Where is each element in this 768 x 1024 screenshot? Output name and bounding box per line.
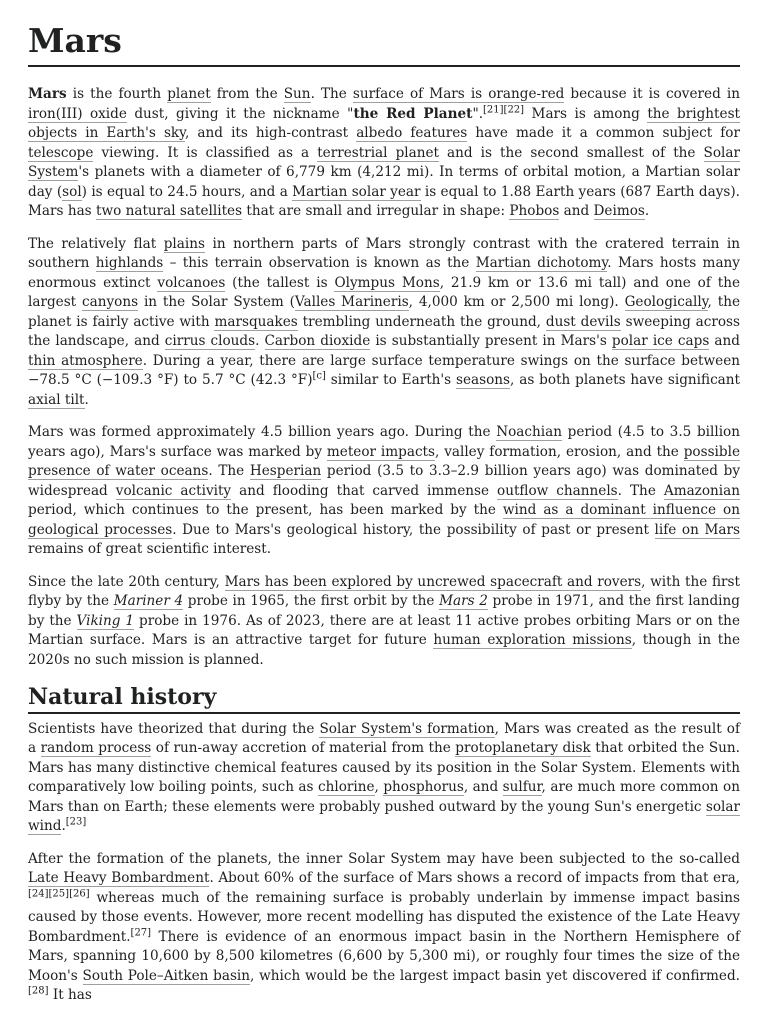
section-heading: Natural history	[28, 684, 740, 713]
article-body	[28, 85, 740, 1005]
body-paragraph: After the formation of the planets, the inner Solar System may have been subjected to the so-called Late Heavy Bombardment. About 60% of the surface of Mars shows a record of impacts from that era,[24][25][26] whereas much of the remaining surface is probably underlain by immense impact basins caused by those events. However, more recent modelling has disputed the existence of the Late Heavy Bombardment.[27] There is evidence of an enormous impact basin in the Northern Hemisphere of Mars, spanning 10,600 by 8,500 kilometres (6,600 by 5,300 mi), or roughly four times the size of the Moon's South Pole–Aitken basin, which would be the largest impact basin yet discovered if confirmed.[28] It has	[28, 850, 740, 1004]
wiki-link[interactable]: marsquakes	[214, 313, 298, 330]
wiki-link[interactable]: Hesperian	[249, 463, 322, 480]
wiki-link[interactable]: possible presence of water oceans	[28, 443, 740, 480]
wiki-link[interactable]: chlorine	[317, 779, 375, 796]
wiki-link[interactable]: canyons	[82, 294, 139, 311]
wiki-link[interactable]: Martian solar year	[292, 183, 421, 200]
body-paragraph: Since the late 20th century, Mars has been explored by uncrewed spacecraft and rovers, with the first flyby by the Mariner 4 probe in 1965, the first orbit by the Mars 2 probe in 1971, and the first landing by the Viking 1 probe in 1976. As of 2023, there are at least 11 active probes orbiting Mars or on the Martian surface. Mars is an attractive target for future human exploration missions, though in the 2020s no such mission is planned.	[28, 573, 741, 668]
wiki-link[interactable]: protoplanetary disk	[455, 740, 591, 757]
citation-link[interactable]: [c]	[312, 370, 326, 382]
wiki-link[interactable]: Carbon dioxide	[264, 333, 371, 350]
wiki-link[interactable]: dust devils	[545, 313, 621, 330]
wiki-link[interactable]: Solar System's formation	[319, 720, 495, 737]
wiki-link[interactable]: Mars 2	[439, 593, 488, 610]
wiki-link[interactable]: cirrus clouds	[164, 333, 256, 350]
wiki-link[interactable]: phosphorus	[383, 779, 464, 796]
wiki-link[interactable]: Sun	[283, 86, 311, 103]
wiki-link[interactable]: seasons	[456, 372, 511, 389]
wiki-link[interactable]: Viking 1	[76, 612, 135, 629]
page-title: Mars	[28, 20, 740, 67]
wiki-link[interactable]: Phobos	[509, 203, 560, 220]
wiki-link[interactable]: outflow channels	[497, 482, 618, 499]
citation-link[interactable]: [28]	[28, 985, 49, 997]
wiki-link[interactable]: surface of Mars is orange-red	[352, 86, 565, 103]
wiki-link[interactable]: volcanoes	[157, 274, 226, 291]
wiki-link[interactable]: meteor impacts	[326, 443, 435, 460]
wiki-link[interactable]: sol	[62, 183, 82, 200]
wiki-link[interactable]: two natural satellites	[95, 203, 243, 220]
wiki-link[interactable]: Valles Marineris	[294, 294, 409, 311]
wiki-link[interactable]: plains	[163, 235, 205, 252]
citation-link[interactable]: [25]	[48, 888, 70, 900]
bold-term: the Red Planet	[353, 105, 473, 122]
wiki-link[interactable]: Martian dichotomy	[475, 255, 608, 272]
wiki-link[interactable]: solar wind	[28, 798, 740, 835]
wiki-link[interactable]: the brightest objects in Earth's sky	[28, 105, 741, 142]
citation-reference[interactable]	[28, 986, 49, 997]
wiki-link[interactable]: terrestrial planet	[317, 144, 439, 161]
citation-link[interactable]: [26]	[69, 888, 90, 900]
wiki-link[interactable]: Olympus Mons	[334, 274, 440, 291]
citation-link[interactable]: [21]	[483, 104, 504, 116]
citation-reference[interactable]	[131, 927, 152, 938]
citation-reference[interactable]	[483, 104, 504, 115]
citation-link[interactable]: [22]	[503, 104, 525, 116]
wiki-link[interactable]: Solar System	[28, 144, 740, 181]
citation-link[interactable]: [23]	[65, 816, 87, 828]
wiki-link[interactable]: iron(III) oxide	[28, 105, 127, 122]
bold-term: Mars	[28, 86, 67, 103]
citation-reference[interactable]	[69, 888, 90, 899]
wiki-link[interactable]: polar ice caps	[611, 333, 710, 350]
wiki-link[interactable]: South Pole–Aitken basin	[82, 967, 251, 984]
wiki-link[interactable]: telescope	[28, 144, 94, 161]
wiki-link[interactable]: sulfur	[502, 779, 542, 796]
citation-link[interactable]: [27]	[130, 927, 152, 939]
wiki-link[interactable]: Late Heavy Bombardment	[28, 870, 210, 887]
citation-reference[interactable]	[313, 371, 326, 382]
wiki-link[interactable]: Mars has been explored by uncrewed spacecraft and rovers	[224, 573, 642, 590]
citation-reference[interactable]	[66, 817, 87, 828]
wiki-link[interactable]: random process	[40, 740, 152, 757]
body-paragraph: The relatively flat plains in northern parts of Mars strongly contrast with the cratered terrain in southern highlands – this terrain observation is known as the Martian dichotomy. Mars hosts many enormous extinct volcanoes (the tallest is Olympus Mons, 21.9 km or 13.6 mi tall) and one of the largest canyons in the Solar System (Valles Marineris, 4,000 km or 2,500 mi long). Geologically, the planet is fairly active with marsquakes trembling underneath the ground, dust devils sweeping across the landscape, and cirrus clouds. Carbon dioxide is substantially present in Mars's polar ice caps and thin atmosphere. During a year, there are large surface temperature swings on the surface between −78.5 °C (−109.3 °F) to 5.7 °C (42.3 °F)[c] similar to Earth's seasons, as both planets have significant axial tilt.	[28, 235, 741, 408]
wiki-link[interactable]: Noachian	[496, 424, 562, 441]
wiki-link[interactable]: axial tilt	[28, 391, 85, 408]
wiki-link[interactable]: wind as a dominant influence on geological processes	[28, 502, 740, 538]
wiki-link[interactable]: life on Mars	[654, 521, 740, 538]
wiki-link[interactable]: planet	[167, 86, 211, 103]
citation-reference[interactable]	[504, 104, 525, 115]
citation-reference[interactable]	[49, 888, 70, 899]
body-paragraph: Mars is the fourth planet from the Sun. The surface of Mars is orange-red because it is covered in iron(III) oxide dust, giving it the nickname "the Red Planet".[21][22] Mars is among the brightest objects in Earth's sky, and its high-contrast albedo features have made it a common subject for telescope viewing. It is classified as a terrestrial planet and is the second smallest of the Solar System's planets with a diameter of 6,779 km (4,212 mi). In terms of orbital motion, a Martian solar day (sol) is equal to 24.5 hours, and a Martian solar year is equal to 1.88 Earth years (687 Earth days). Mars has two natural satellites that are small and irregular in shape: Phobos and Deimos.	[28, 86, 741, 220]
wiki-link[interactable]: thin atmosphere	[28, 352, 143, 369]
citation-reference[interactable]	[28, 888, 49, 899]
body-paragraph: Mars was formed approximately 4.5 billion years ago. During the Noachian period (4.5 to 3.5 billion years ago), Mars's surface was marked by meteor impacts, valley formation, erosion, and the possible presence of water oceans. The Hesperian period (3.5 to 3.3–2.9 billion years ago) was dominated by widespread volcanic activity and flooding that carved immense outflow channels. The Amazonian period, which continues to the present, has been marked by the wind as a dominant influence on geological processes. Due to Mars's geological history, the possibility of past or present life on Mars remains of great scientific interest.	[28, 424, 740, 558]
wiki-link[interactable]: Geologically	[624, 294, 708, 311]
wiki-link[interactable]: Amazonian	[663, 482, 740, 499]
wiki-link[interactable]: volcanic activity	[115, 482, 232, 499]
wiki-link[interactable]: highlands	[95, 255, 164, 272]
wiki-link[interactable]: Mariner 4	[113, 593, 184, 610]
citation-link[interactable]: [24]	[28, 888, 49, 900]
wiki-link[interactable]: human exploration missions	[433, 632, 632, 649]
wiki-link[interactable]: Deimos	[593, 203, 645, 220]
wiki-link[interactable]: albedo features	[356, 125, 468, 142]
body-paragraph: Scientists have theorized that during the Solar System's formation, Mars was created as the result of a random process of run-away accretion of material from the protoplanetary disk that orbited the Sun. Mars has many distinctive chemical features caused by its position in the Solar System. Elements with comparatively low boiling points, such as chlorine, phosphorus, and sulfur, are much more common on Mars than on Earth; these elements were probably pushed outward by the young Sun's energetic solar wind.[23]	[28, 720, 740, 835]
